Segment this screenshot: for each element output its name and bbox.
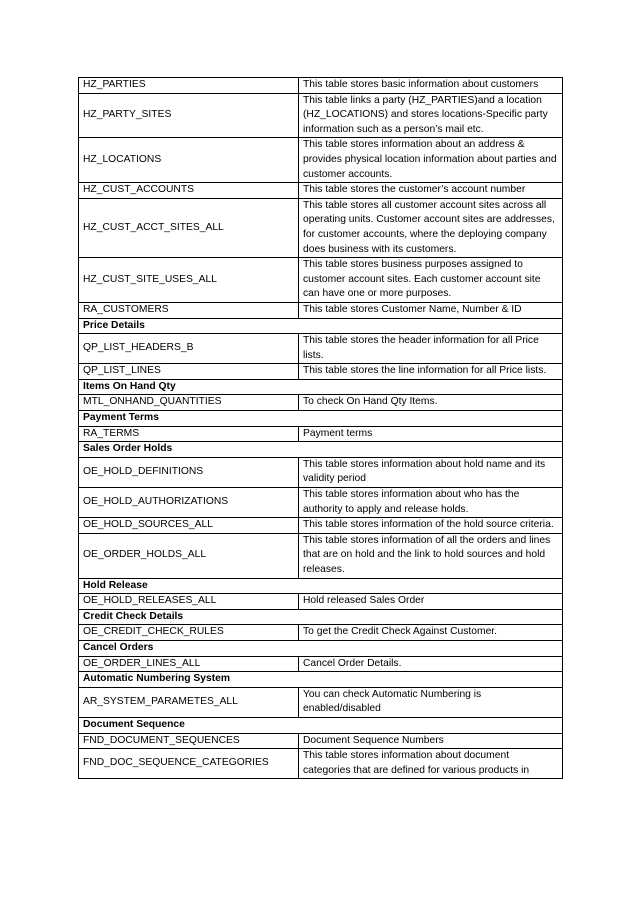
table-name-cell: QP_LIST_LINES <box>79 364 299 380</box>
table-row <box>79 334 563 364</box>
table-name-cell: QP_LIST_HEADERS_B <box>79 334 299 364</box>
section-header-row <box>79 672 563 688</box>
description-cell: This table stores all customer account sites across all operating units. Customer account sites are addresses, for customer accounts, where the deploying company does business with its customers. <box>299 198 563 257</box>
description-cell: Hold released Sales Order <box>299 594 563 610</box>
table-row <box>79 733 563 749</box>
description-cell: Cancel Order Details. <box>299 656 563 672</box>
section-header-row <box>79 379 563 395</box>
section-title: Sales Order Holds <box>79 442 563 458</box>
table-name-cell: OE_HOLD_DEFINITIONS <box>79 457 299 487</box>
table-row <box>79 749 563 779</box>
table-name-cell: OE_ORDER_LINES_ALL <box>79 656 299 672</box>
section-header-row <box>79 411 563 427</box>
description-cell: Payment terms <box>299 426 563 442</box>
table-row <box>79 183 563 199</box>
table-name-cell: FND_DOC_SEQUENCE_CATEGORIES <box>79 749 299 779</box>
section-header-row <box>79 717 563 733</box>
description-cell: Document Sequence Numbers <box>299 733 563 749</box>
description-cell: This table stores basic information about customers <box>299 78 563 94</box>
table-row <box>79 488 563 518</box>
table-row <box>79 138 563 183</box>
section-title: Document Sequence <box>79 717 563 733</box>
section-title: Payment Terms <box>79 411 563 427</box>
table-name-cell: AR_SYSTEM_PARAMETES_ALL <box>79 687 299 717</box>
table-name-cell: RA_CUSTOMERS <box>79 302 299 318</box>
description-cell: This table stores business purposes assigned to customer account sites. Each customer account site can have one or more purposes. <box>299 258 563 303</box>
description-cell: This table stores information about hold name and its validity period <box>299 457 563 487</box>
table-name-cell: MTL_ONHAND_QUANTITIES <box>79 395 299 411</box>
table-row <box>79 594 563 610</box>
description-cell: This table stores information about an address & provides physical location information about parties and customer accounts. <box>299 138 563 183</box>
table-row <box>79 302 563 318</box>
section-title: Items On Hand Qty <box>79 379 563 395</box>
description-cell: This table stores information about document categories that are defined for various products in <box>299 749 563 779</box>
section-header-row <box>79 318 563 334</box>
table-row <box>79 518 563 534</box>
table-name-cell: HZ_PARTY_SITES <box>79 93 299 138</box>
table-row <box>79 457 563 487</box>
section-title: Automatic Numbering System <box>79 672 563 688</box>
table-row <box>79 533 563 578</box>
section-title: Cancel Orders <box>79 640 563 656</box>
section-title: Hold Release <box>79 578 563 594</box>
table-name-cell: OE_ORDER_HOLDS_ALL <box>79 533 299 578</box>
table-row <box>79 364 563 380</box>
table-name-cell: OE_HOLD_AUTHORIZATIONS <box>79 488 299 518</box>
table-row <box>79 78 563 94</box>
table-name-cell: FND_DOCUMENT_SEQUENCES <box>79 733 299 749</box>
table-row <box>79 687 563 717</box>
section-title: Credit Check Details <box>79 609 563 625</box>
description-cell: To get the Credit Check Against Customer. <box>299 625 563 641</box>
table-row <box>79 625 563 641</box>
description-cell: You can check Automatic Numbering is enabled/disabled <box>299 687 563 717</box>
description-cell: This table stores the line information for all Price lists. <box>299 364 563 380</box>
table-row <box>79 93 563 138</box>
section-header-row <box>79 640 563 656</box>
document-page <box>78 77 562 779</box>
table-name-cell: HZ_PARTIES <box>79 78 299 94</box>
table-name-cell: OE_HOLD_RELEASES_ALL <box>79 594 299 610</box>
section-header-row <box>79 609 563 625</box>
table-name-cell: HZ_LOCATIONS <box>79 138 299 183</box>
section-header-row <box>79 578 563 594</box>
table-row <box>79 258 563 303</box>
description-cell: This table stores information of all the orders and lines that are on hold and the link to hold sources and hold releases. <box>299 533 563 578</box>
description-cell: This table stores Customer Name, Number & ID <box>299 302 563 318</box>
table-row <box>79 426 563 442</box>
table-name-cell: HZ_CUST_SITE_USES_ALL <box>79 258 299 303</box>
description-cell: This table stores the customer’s account number <box>299 183 563 199</box>
table-name-cell: RA_TERMS <box>79 426 299 442</box>
table-body <box>79 78 563 779</box>
table-name-cell: OE_CREDIT_CHECK_RULES <box>79 625 299 641</box>
table-row <box>79 395 563 411</box>
table-name-cell: HZ_CUST_ACCOUNTS <box>79 183 299 199</box>
table-row <box>79 656 563 672</box>
description-cell: This table stores the header information for all Price lists. <box>299 334 563 364</box>
section-title: Price Details <box>79 318 563 334</box>
description-cell: This table links a party (HZ_PARTIES)and a location (HZ_LOCATIONS) and stores locations-Specific party information such as a person’s mail etc. <box>299 93 563 138</box>
table-name-cell: OE_HOLD_SOURCES_ALL <box>79 518 299 534</box>
description-cell: This table stores information of the hold source criteria. <box>299 518 563 534</box>
oracle-tables-reference <box>78 77 563 779</box>
description-cell: This table stores information about who has the authority to apply and release holds. <box>299 488 563 518</box>
table-name-cell: HZ_CUST_ACCT_SITES_ALL <box>79 198 299 257</box>
table-row <box>79 198 563 257</box>
description-cell: To check On Hand Qty Items. <box>299 395 563 411</box>
section-header-row <box>79 442 563 458</box>
